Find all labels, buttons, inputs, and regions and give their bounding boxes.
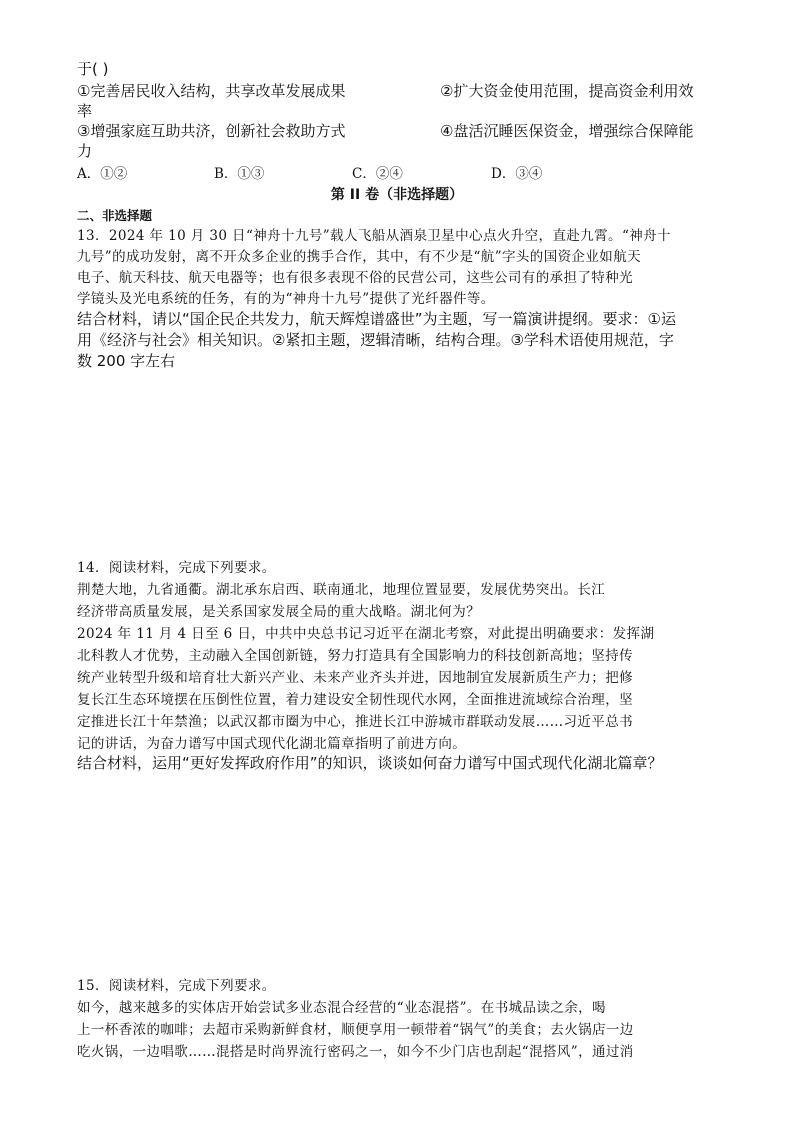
q13-prompt-3: 数 200 字左右 <box>77 352 176 370</box>
q13-line-3: 电子、航天科技、航天电器等；也有很多表现不俗的民营公司，这些公司有的承担了特种光 <box>77 270 633 286</box>
q12-choice-a: A．①② <box>77 166 128 182</box>
section-title: 二、非选择题 <box>77 208 153 223</box>
q12-option-4: ④盘活沉睡医保资金，增强综合保障能 <box>440 122 694 140</box>
q14-line-7: 定推进长江十年禁渔；以武汉都市圈为中心，推进长江中游城市群联动发展……习近平总书 <box>77 714 633 730</box>
q12-choice-c: C．②④ <box>352 166 403 182</box>
q13-line-1: 13．2024 年 10 月 30 日“神舟十九号”载人飞船从酒泉卫星中心点火升空，直赴九霄。“神舟十 <box>77 228 671 244</box>
q12-choice-d: D．③④ <box>491 166 543 182</box>
q12-option-3: ③增强家庭互助共济，创新社会救助方式 <box>77 122 346 140</box>
q12-choice-b: B．①③ <box>214 166 265 182</box>
q14-line-2: 经济带高质量发展，是关系国家发展全局的重大战略。湖北何为？ <box>77 604 481 620</box>
q13-prompt-2: 用《经济与社会》相关知识。②紧扣主题，逻辑清晰，结构合理。③学科术语使用规范，字 <box>77 331 674 349</box>
q14-prompt: 结合材料，运用“更好发挥政府作用”的知识，谈谈如何奋力谱写中国式现代化湖北篇章？ <box>77 754 663 772</box>
q12-option-4-wrap: 力 <box>77 142 93 160</box>
q13-line-2: 九号”的成功发射，离不开众多企业的携手合作，其中，有不少是“航”字头的国资企业如航天 <box>77 249 642 265</box>
part2-title: 第 II 卷（非选择题） <box>330 187 464 203</box>
q14-line-3: 2024 年 11 月 4 日至 6 日，中共中央总书记习近平在湖北考察，对此提出明确要求：发挥湖 <box>77 626 655 642</box>
q15-line-2: 上一杯香浓的咖啡；去超市采购新鲜食材，顺便享用一顿带着“锅气”的美食；去火锅店一边 <box>77 1022 634 1038</box>
q15-heading: 15．阅读材料，完成下列要求。 <box>77 978 276 994</box>
q14-line-6: 复长江生态环境摆在压倒性位置，着力建设安全韧性现代水网，全面推进流域综合治理，坚 <box>77 692 633 708</box>
q14-line-1: 荆楚大地，九省通衢。湖北承东启西、联南通北，地理位置显要，发展优势突出。长江 <box>77 582 606 598</box>
q14-heading: 14．阅读材料，完成下列要求。 <box>77 560 276 576</box>
q13-prompt-1: 结合材料，请以“国企民企共发力，航天辉煌谱盛世”为主题，写一篇演讲提纲。要求：①运 <box>77 310 676 328</box>
q15-line-3: 吃火锅，一边唱歌……混搭是时尚界流行密码之一，如今不少门店也刮起“混搭风”，通过消 <box>77 1044 634 1060</box>
q13-line-4: 学镜头及光电系统的任务，有的为“神舟十九号”提供了光纤器件等。 <box>77 291 495 307</box>
q15-line-1: 如今，越来越多的实体店开始尝试多业态混合经营的“业态混搭”。在书城品读之余，喝 <box>77 1000 606 1016</box>
q12-option-2-wrap: 率 <box>77 102 93 120</box>
q14-line-8: 记的讲话，为奋力谱写中国式现代化湖北篇章指明了前进方向。 <box>77 736 467 752</box>
q14-line-4: 北科教人才优势，主动融入全国创新链，努力打造具有全国影响力的科技创新高地；坚持传 <box>77 648 633 664</box>
q14-line-5: 统产业转型升级和培育壮大新兴产业、未来产业齐头并进，因地制宜发展新质生产力；把修 <box>77 670 633 686</box>
q12-stem-tail: 于( ) <box>77 60 109 78</box>
q12-option-1: ①完善居民收入结构，共享改革发展成果 <box>77 82 346 100</box>
q12-option-2: ②扩大资金使用范围，提高资金利用效 <box>440 82 694 100</box>
